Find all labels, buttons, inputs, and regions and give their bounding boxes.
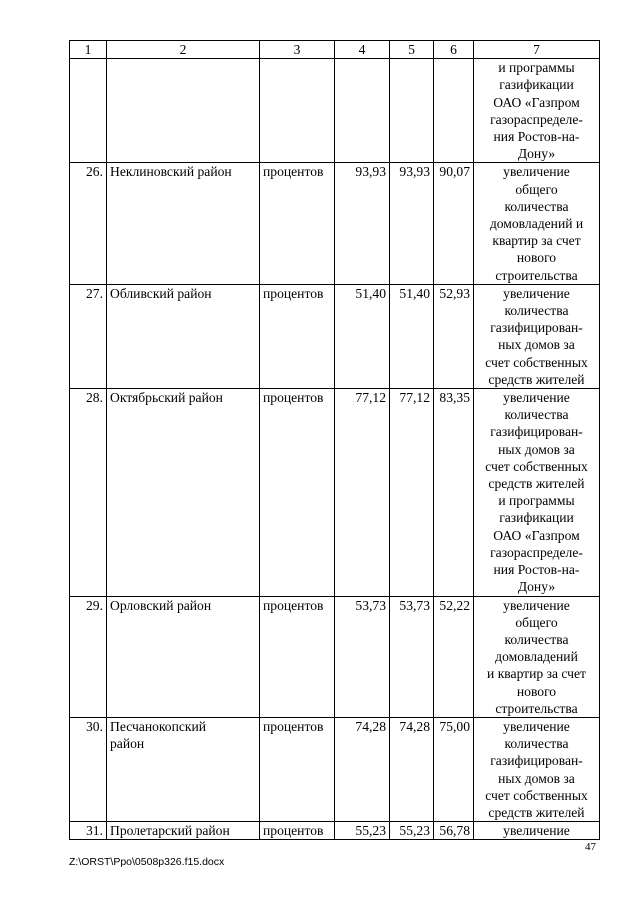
district-name: Октябрьский район xyxy=(107,389,260,596)
row-number: 28. xyxy=(70,389,107,596)
row-number: 27. xyxy=(70,284,107,388)
unit-cell: процентов xyxy=(260,163,335,284)
unit-cell: процентов xyxy=(260,596,335,717)
table-row xyxy=(70,389,600,596)
column-number-5: 5 xyxy=(390,41,434,59)
unit-cell: процентов xyxy=(260,717,335,821)
row-number: 29. xyxy=(70,596,107,717)
column-number-1: 1 xyxy=(70,41,107,59)
value-cell: 83,35 xyxy=(434,389,474,596)
value-cell: 75,00 xyxy=(434,717,474,821)
table-row xyxy=(70,163,600,284)
row-number: 30. xyxy=(70,717,107,821)
note-cell: увеличение общего количества домовладений и квартир за счет нового строительства xyxy=(474,596,600,717)
unit-cell: процентов xyxy=(260,822,335,840)
value-cell: 51,40 xyxy=(390,284,434,388)
value-cell: 93,93 xyxy=(335,163,390,284)
file-path: Z:\ORST\Ppo\0508p326.f15.docx xyxy=(69,856,225,868)
note-cell: увеличение количества газифицирован- ных домов за счет собственных средств жителей xyxy=(474,284,600,388)
value-cell: 93,93 xyxy=(390,163,434,284)
value-cell: 52,22 xyxy=(434,596,474,717)
value-cell: 55,23 xyxy=(390,822,434,840)
gasification-table xyxy=(69,40,600,840)
unit-cell: процентов xyxy=(260,389,335,596)
value-cell: 90,07 xyxy=(434,163,474,284)
district-name: Песчанокопский район xyxy=(107,717,260,821)
value-cell: 56,78 xyxy=(434,822,474,840)
value-cell: 53,73 xyxy=(390,596,434,717)
column-number-7: 7 xyxy=(474,41,600,59)
table-row-continuation xyxy=(70,59,600,163)
unit-cell: процентов xyxy=(260,284,335,388)
value-cell: 51,40 xyxy=(335,284,390,388)
row-number: 31. xyxy=(70,822,107,840)
column-number-6: 6 xyxy=(434,41,474,59)
district-name: Пролетарский район xyxy=(107,822,260,840)
column-number-2: 2 xyxy=(107,41,260,59)
column-number-3: 3 xyxy=(260,41,335,59)
district-name: Обливский район xyxy=(107,284,260,388)
note-cell: увеличение количества газифицирован- ных домов за счет собственных средств жителей xyxy=(474,717,600,821)
value-cell: 74,28 xyxy=(390,717,434,821)
note-cell: увеличение количества газифицирован- ных домов за счет собственных средств жителей и программы газификации ОАО «Газпром газораспределе- ния Ростов-на- Дону» xyxy=(474,389,600,596)
value-cell: 77,12 xyxy=(390,389,434,596)
note-cell: увеличение общего количества домовладений и квартир за счет нового строительства xyxy=(474,163,600,284)
table-row xyxy=(70,822,600,840)
value-cell: 77,12 xyxy=(335,389,390,596)
value-cell: 74,28 xyxy=(335,717,390,821)
value-cell: 55,23 xyxy=(335,822,390,840)
value-cell: 53,73 xyxy=(335,596,390,717)
row-number: 26. xyxy=(70,163,107,284)
value-cell: 52,93 xyxy=(434,284,474,388)
table-row xyxy=(70,284,600,388)
district-name: Орловский район xyxy=(107,596,260,717)
column-number-4: 4 xyxy=(335,41,390,59)
note-cell: и программы газификации ОАО «Газпром газораспределе- ния Ростов-на- Дону» xyxy=(474,59,600,163)
table-row xyxy=(70,717,600,821)
district-name: Неклиновский район xyxy=(107,163,260,284)
page-number: 47 xyxy=(585,841,596,853)
note-cell: увеличение xyxy=(474,822,600,840)
table-row xyxy=(70,596,600,717)
table-header-row xyxy=(70,41,600,59)
